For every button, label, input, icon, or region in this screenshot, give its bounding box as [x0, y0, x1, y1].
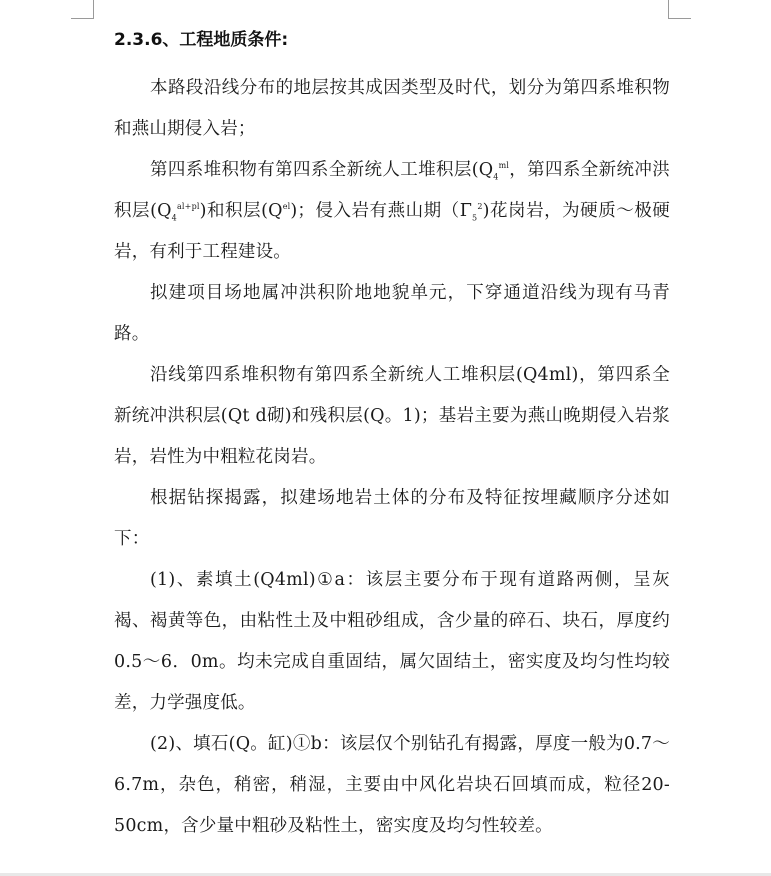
paragraph-rock-fill: (2)、填石(Q。缸)①b：该层仅个别钻孔有揭露，厚度一般为0.7～6.7m，杂色，稍密，稍湿，主要由中风化岩块石回填而成，粒径20-50cm，含少量中粗砂及粘性土，密实度及均匀性较差。	[114, 734, 670, 836]
paragraph-strata-overview: 本路段沿线分布的地层按其成因类型及时代，划分为第四系堆积物和燕山期侵入岩；	[114, 78, 670, 139]
paragraph-site-landform: 拟建项目场地属冲洪积阶地地貌单元，下穿通道沿线为现有马青路。	[114, 283, 670, 344]
crop-mark-top-left	[71, 0, 94, 19]
crop-mark-top-right	[668, 0, 691, 19]
paragraph-route-strata: 沿线第四系堆积物有第四系全新统人工堆积层(Q4ml)，第四系全新统冲洪积层(Qt d砌)和残积层(Q。1)；基岩主要为燕山晚期侵入岩浆岩，岩性为中粗粒花岗岩。	[114, 365, 670, 467]
paragraph-plain-fill: (1)、素填土(Q4ml)①a：该层主要分布于现有道路两侧，呈灰褐、褐黄等色，由粘性土及中粗砂组成，含少量的碎石、块石，厚度约0.5～6．0m。均未完成自重固结，属欠固结土，密实度及均匀性均较差，力学强度低。	[114, 570, 670, 713]
document-body	[114, 28, 670, 847]
paragraph-quaternary-deposits: 第四系堆积物有第四系全新统人工堆积层($Q_4^{ml}$，第四系全新统冲洪积层$(Q_4^{al+pl})$和积层$(Q^{el})$；侵入岩有燕山期$(\Gamma_5^2)$花岗岩，为硬质～极硬岩，有利于工程建设。	[114, 160, 670, 262]
paragraph-drilling-intro: 根据钻探揭露，拟建场地岩土体的分布及特征按埋藏顺序分述如下：	[114, 488, 670, 549]
section-heading: 2.3.6、工程地质条件:	[114, 30, 289, 50]
